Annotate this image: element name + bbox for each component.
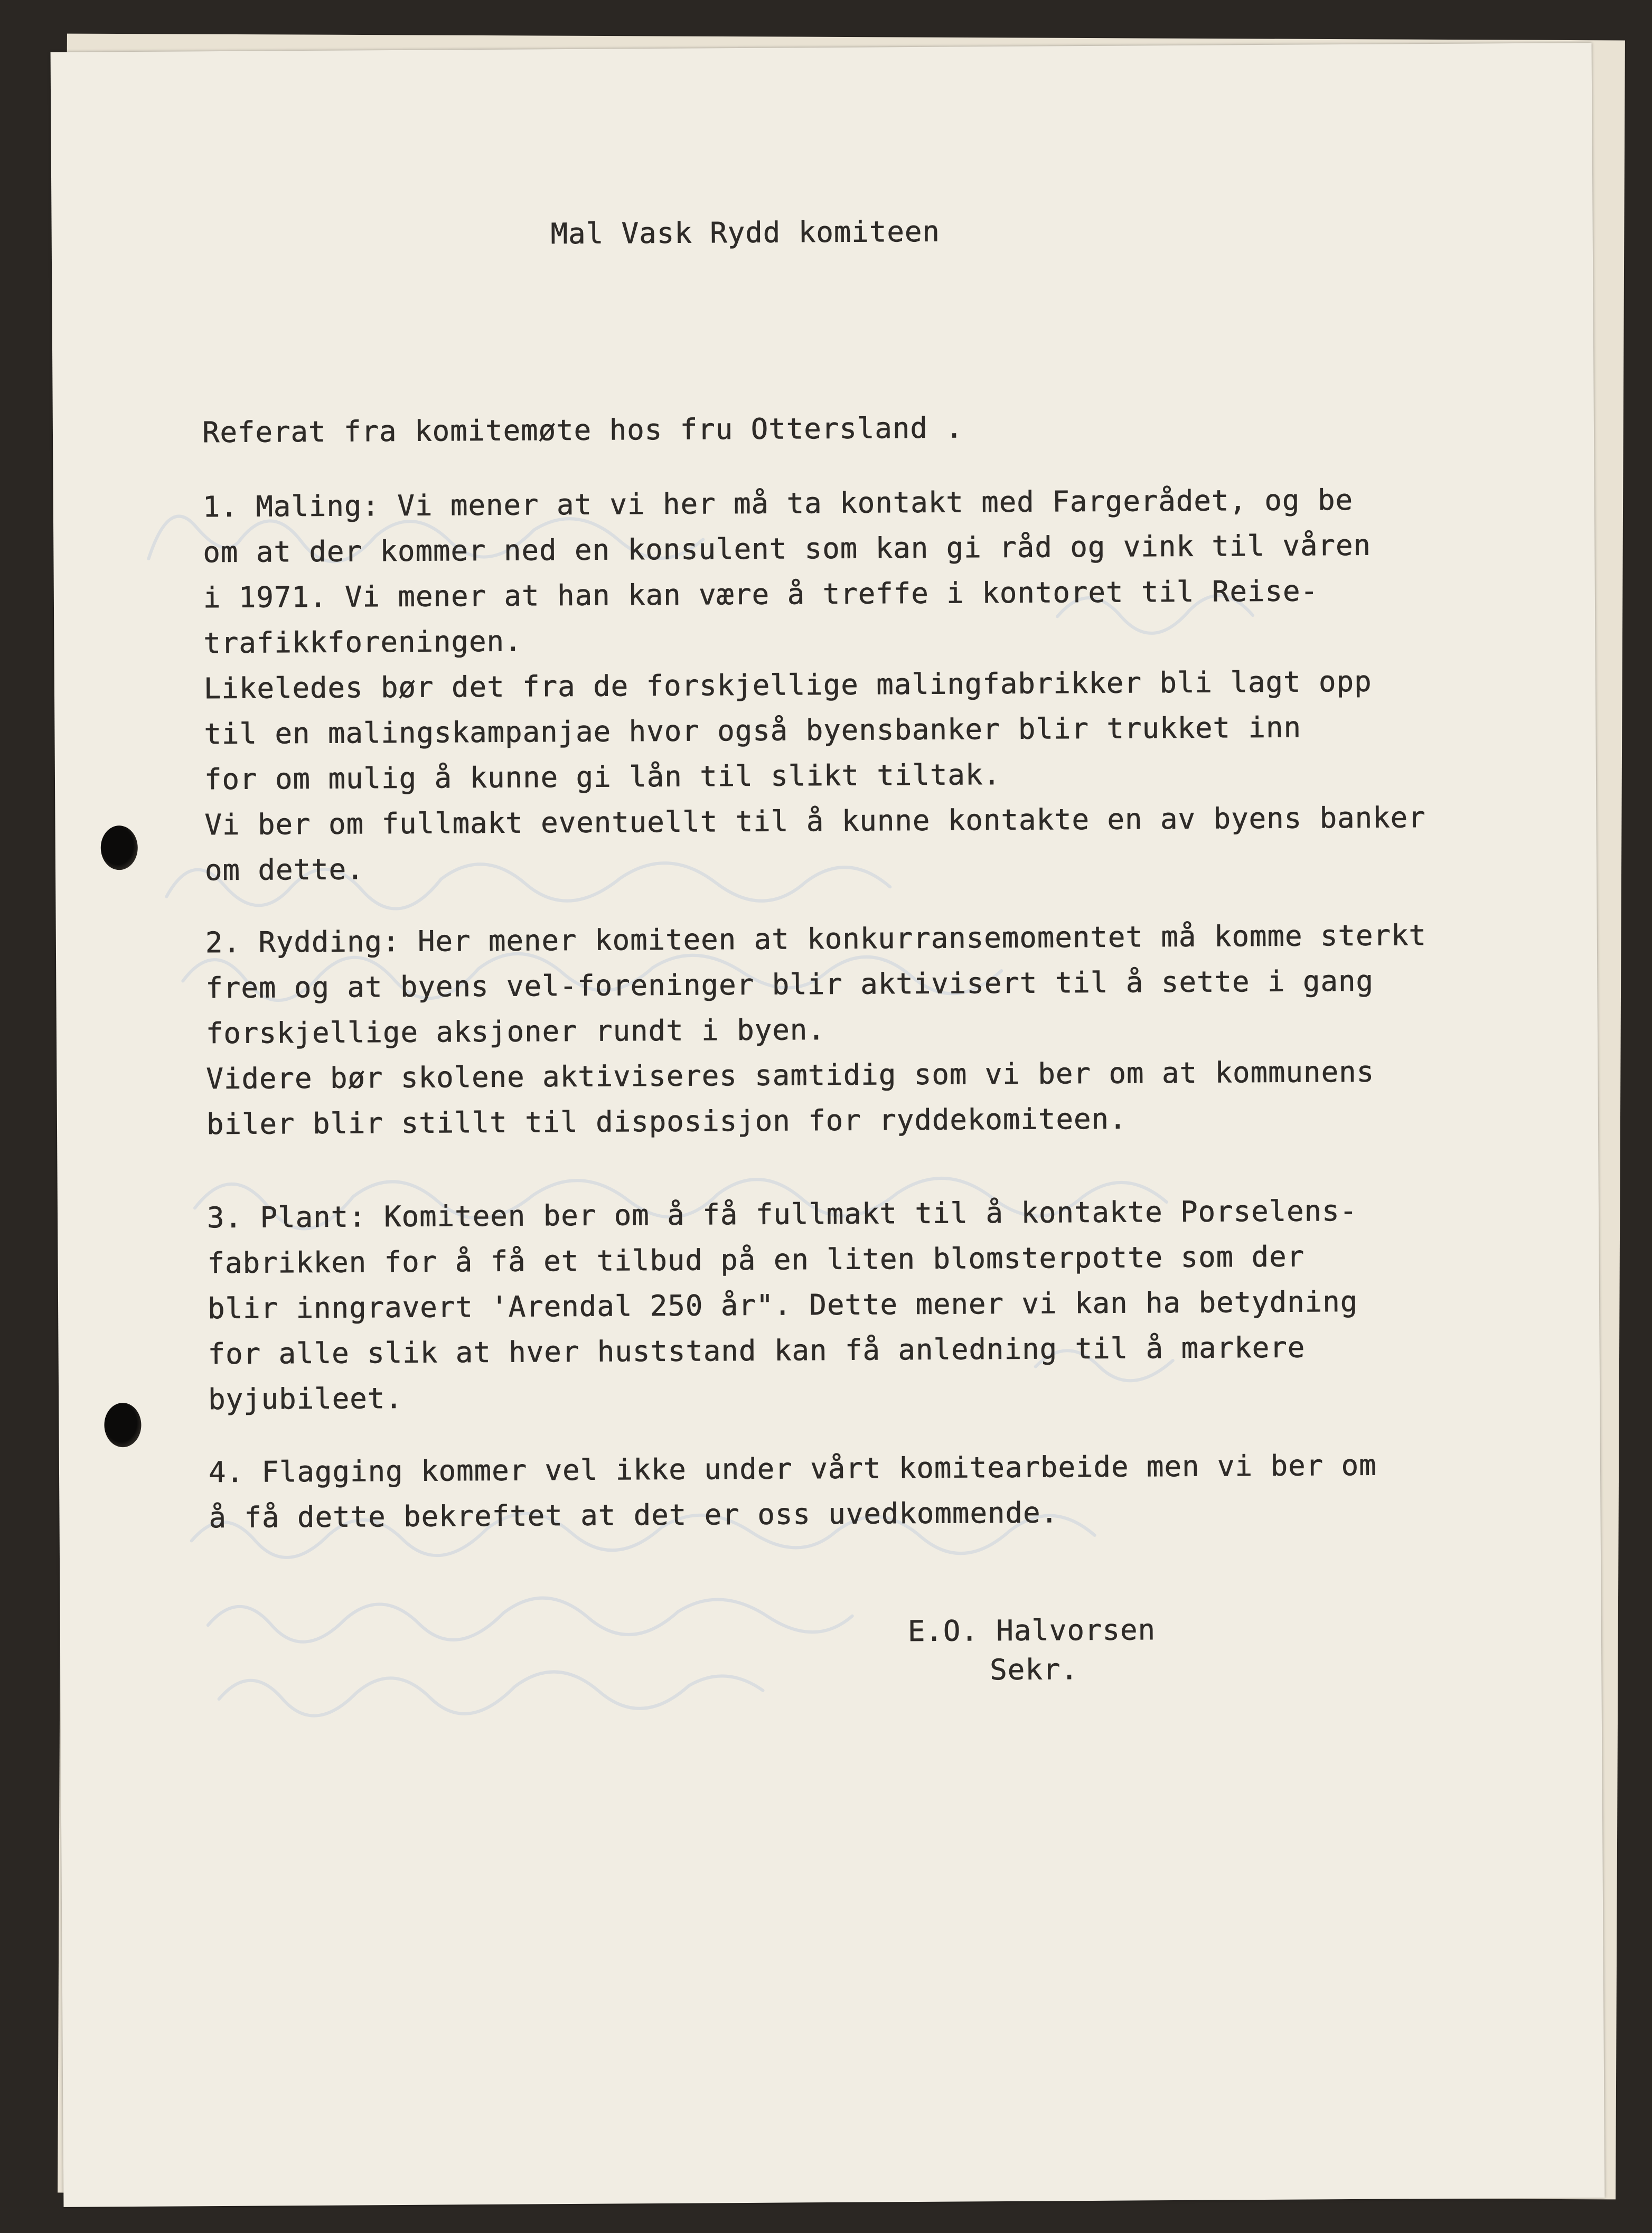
punch-hole [101,825,138,870]
text-line: fabrikken for å få et tilbud på en liten blomsterpotte som der [207,1240,1305,1280]
section-plant [207,1188,1359,1422]
text-line: biler blir stillt til disposisjon for ryddekomiteen. [206,1102,1127,1141]
text-line: til en malingskampanjae hvor også byensbanker blir trukket inn [204,710,1302,751]
text-line: om dette. [204,852,364,887]
text-line: 1. Maling: Vi mener at vi her må ta kontakt med Fargerådet, og be [202,483,1354,524]
text-line: for om mulig å kunne gi lån til slikt tiltak. [204,757,1001,796]
text-line: 3. Plant: Komiteen ber om å få fullmakt til å kontakte Porselens- [207,1194,1358,1235]
text-line: for alle slik at hver huststand kan få anledning til å markere [208,1330,1306,1371]
section-flagging [209,1443,1377,1541]
text-line: blir inngravert 'Arendal 250 år". Dette mener vi kan ha betydning [207,1284,1358,1326]
text-line: byjubileet. [208,1381,403,1416]
text-line: 4. Flagging kommer vel ikke under vårt komitearbeide men vi ber om [208,1448,1377,1489]
signature-role: Sekr. [990,1653,1079,1687]
punch-hole [104,1403,142,1447]
text-line: frem og at byens vel-foreninger blir aktivisert til å sette i gang [205,964,1374,1005]
text-line: forskjellige aksjoner rundt i byen. [205,1013,825,1050]
signature-name: E.O. Halvorsen [907,1613,1156,1648]
section-maling [203,477,1426,893]
text-line: å få dette bekreftet at det er oss uvedkommende. [209,1496,1059,1535]
text-line: om at der kommer ned en konsulent som kan gi råd og vink til våren [203,528,1372,569]
signature-block [908,1610,1156,1690]
text-line: 2. Rydding: Her mener komiteen at konkurransemomentet må komme sterkt [205,918,1427,960]
text-line: Likeledes bør det fra de forskjellige malingfabrikker bli lagt opp [203,664,1372,706]
text-line: Vi ber om fullmakt eventuellt til å kunne kontakte en av byens banker [204,801,1426,842]
section-rydding [205,913,1428,1147]
text-line: Videre bør skolene aktiviseres samtidig som vi ber om at kommunens [206,1055,1375,1096]
document-intro: Referat fra komitemøte hos fru Ottersland . [202,411,964,449]
document-title: Mal Vask Rydd komiteen [550,214,941,251]
text-line: trafikkforeningen. [203,624,522,660]
text-line: i 1971. Vi mener at han kan være å treffe i kontoret til Reise- [203,574,1319,615]
document-page [51,43,1605,2207]
